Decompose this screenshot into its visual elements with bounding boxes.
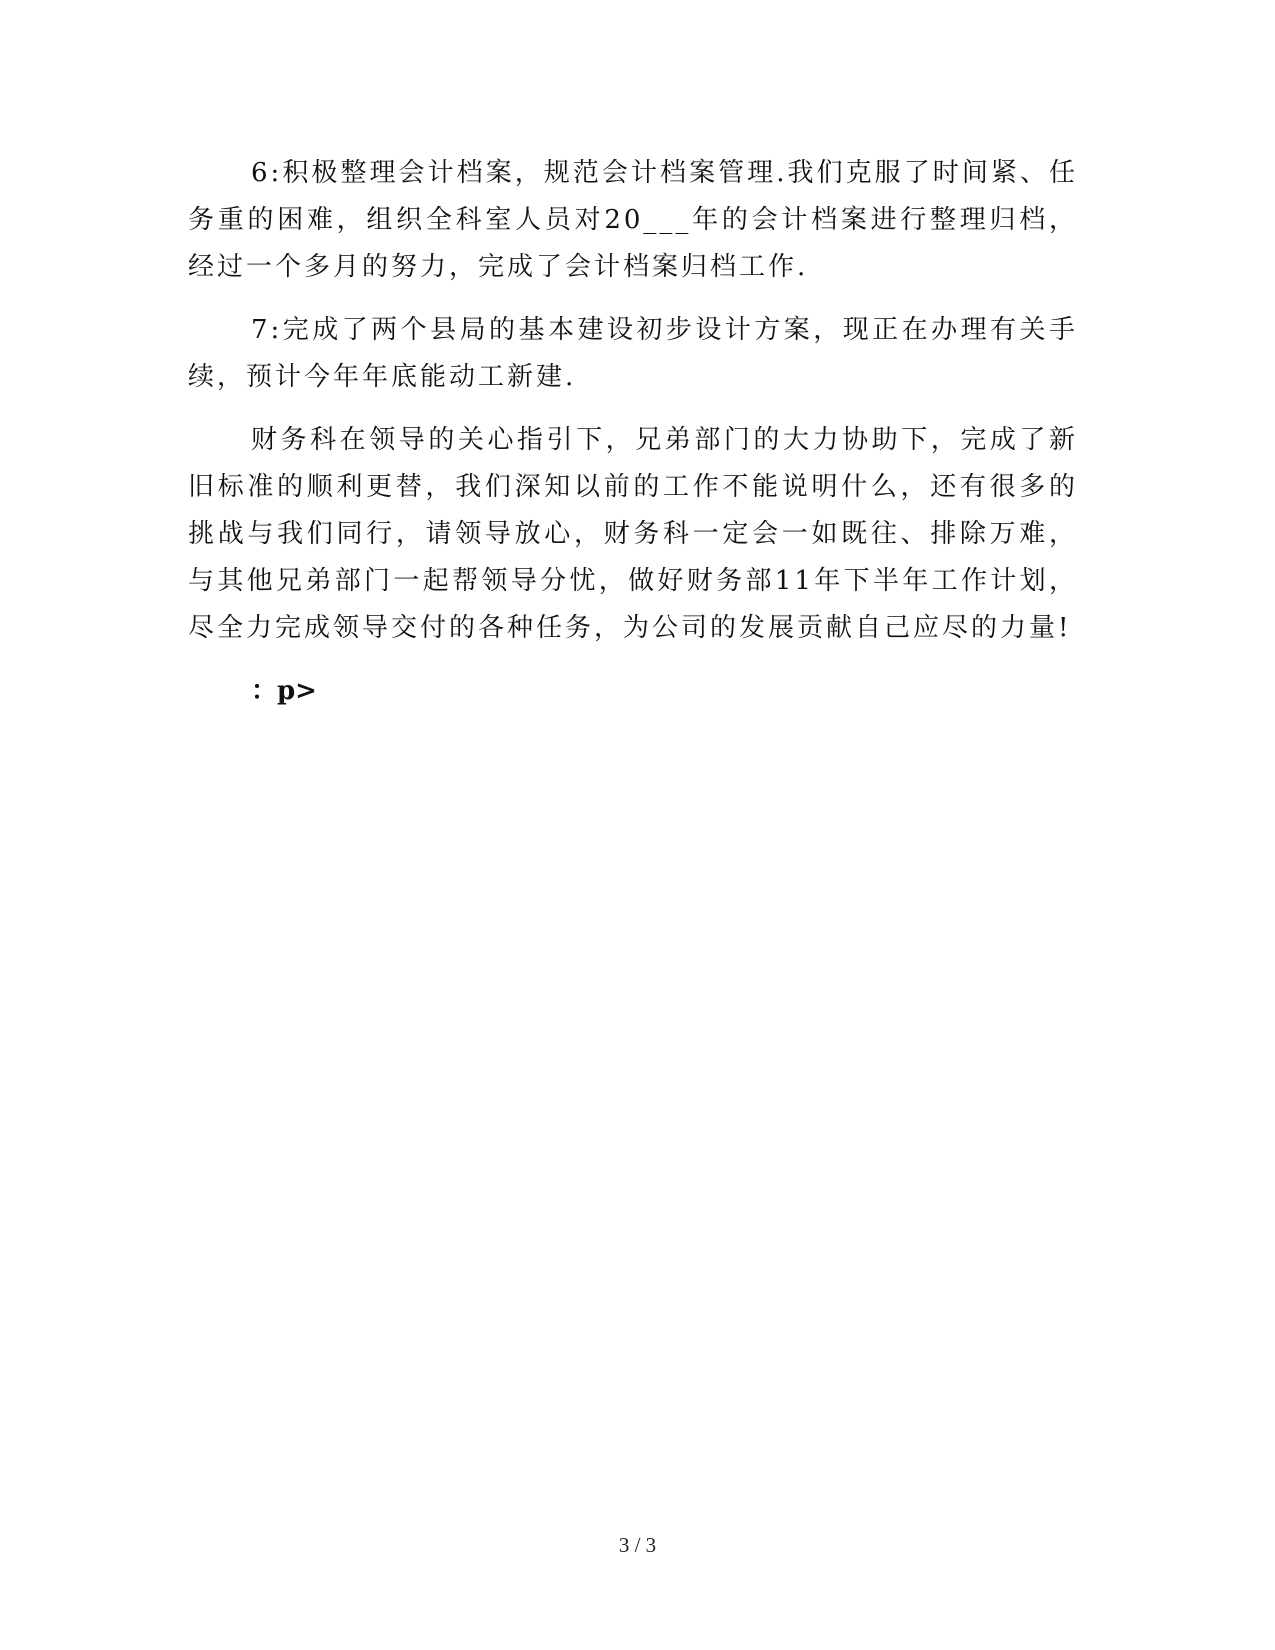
paragraph-item-7: 7:完成了两个县局的基本建设初步设计方案，现正在办理有关手续，预计今年年底能动工新建.	[188, 315, 1078, 392]
document-body	[188, 150, 1078, 715]
stray-markup-text: ：p>	[251, 676, 317, 706]
paragraph-item-6: 6:积极整理会计档案，规范会计档案管理.我们克服了时间紧、任务重的困难，组织全科室人员对20___年的会计档案进行整理归档，经过一个多月的努力，完成了会计档案归档工作.	[188, 158, 1078, 282]
page-number: 3 / 3	[618, 1533, 657, 1557]
paragraph-conclusion: 财务科在领导的关心指引下，兄弟部门的大力协助下，完成了新旧标准的顺利更替，我们深知以前的工作不能说明什么，还有很多的挑战与我们同行，请领导放心，财务科一定会一如既往、排除万难，与其他兄弟部门一起帮领导分忧，做好财务部11年下半年工作计划，尽全力完成领导交付的各种任务，为公司的发展贡献自己应尽的力量!	[188, 425, 1078, 643]
